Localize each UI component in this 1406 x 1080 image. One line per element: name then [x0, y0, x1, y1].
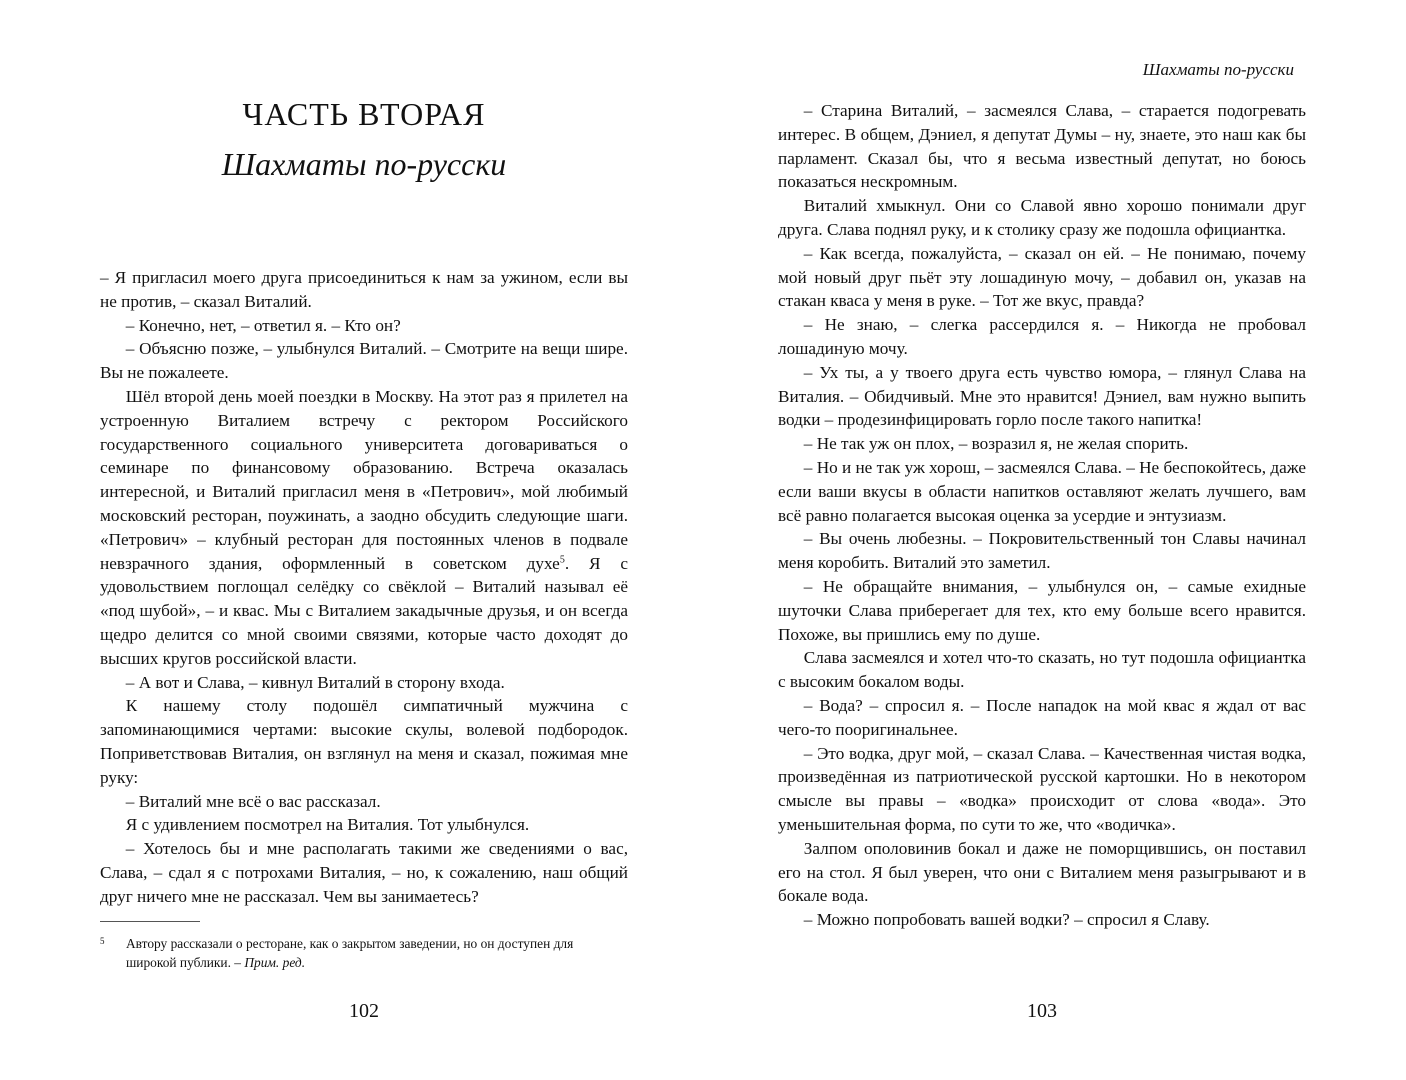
- paragraph: Я с удивлением посмотрел на Виталия. Тот улыбнулся.: [125, 815, 530, 835]
- paragraph-text: Шёл второй день моей поездки в Москву. На этот раз я прилетел на устроенную Виталием встречу с ректором Российского государственного социального университета договариваться о семинаре по финансовому образованию. Встреча оказалась интересной, и Виталий пригласил меня в «Петрович», мой любимый московский ресторан, поужинать, а заодно обсудить следующие шаги. «Петрович» – клубный ресторан для постоянных членов в подвале невзрачного здания, оформленный в советском духе: [100, 386, 628, 573]
- paragraph: К нашему столу подошёл симпатичный мужчина с запоминающимися чертами: высокие скулы, волевой подбородок. Поприветствовав Виталия, он взглянул на меня и сказал, пожимая мне руку:: [100, 696, 628, 787]
- paragraph: – Не знаю, – слегка рассердился я. – Никогда не пробовал лошадиную мочу.: [778, 315, 1306, 358]
- paragraph-with-footnote: [100, 385, 628, 671]
- part-title: ЧАСТЬ ВТОРАЯ: [242, 96, 486, 132]
- paragraph: Залпом ополовинив бокал и даже не поморщившись, он поставил его на стол. Я был уверен, что они с Виталием меня разыгрывают и в бокале вода.: [778, 838, 1306, 906]
- paragraph: – Ух ты, а у твоего друга есть чувство юмора, – глянул Слава на Виталия. – Обидчивый. Мне это нравится! Дэниел, вам нужно выпить водки – продезинфицировать горло после такого напитка!: [778, 362, 1306, 430]
- paragraph: – Не так уж он плох, – возразил я, не желая спорить.: [803, 434, 1189, 454]
- paragraph: – Я пригласил моего друга присоединиться к нам за ужином, если вы не против, – сказал Виталий.: [100, 268, 628, 311]
- paragraph: – Объясню позже, – улыбнулся Виталий. – Смотрите на вещи шире. Вы не пожалеете.: [100, 339, 628, 383]
- page-number-right: 103: [1027, 1000, 1057, 1022]
- part-subtitle: Шахматы по-русски: [221, 146, 507, 182]
- paragraph: – Но и не так уж хорош, – засмеялся Слава. – Не беспокойтесь, даже если ваши вкусы в области напитков оставляют желать лучшего, вам всё равно полагается высокая оценка за усердие и энтузиазм.: [778, 457, 1307, 525]
- paragraph: Виталий хмыкнул. Они со Славой явно хорошо понимали друг друга. Слава поднял руку, и к столику сразу же подошла официантка.: [778, 196, 1306, 239]
- right-body-text: [778, 99, 1306, 932]
- page-number-left: 102: [349, 1000, 379, 1022]
- paragraph: – А вот и Слава, – кивнул Виталий в сторону входа.: [125, 672, 505, 692]
- paragraph-text-continued: . Я с удовольствием поглощал селёдку со свёклой – Виталий называл её «под шубой», – и квас. Мы с Виталием закадычные друзья, и он всегда щедро делится со мной своими связями, которые часто доходят до высших кругов российской власти.: [100, 553, 628, 668]
- paragraph: – Конечно, нет, – ответил я. – Кто он?: [125, 315, 401, 335]
- left-body-text: [100, 266, 628, 909]
- paragraph: – Виталий мне всё о вас рассказал.: [125, 791, 381, 811]
- paragraph: – Вода? – спросил я. – После нападок на мой квас я ждал от вас чего-то пооригинальнее.: [778, 695, 1306, 739]
- paragraph: – Хотелось бы и мне располагать такими же сведениями о вас, Слава, – сдал я с потрохами Виталия, – но, к сожалению, наш общий друг ничего мне не рассказал. Чем вы занимаетесь?: [100, 839, 628, 906]
- paragraph: – Вы очень любезны. – Покровительственный тон Славы начинал меня коробить. Виталий это заметил.: [778, 529, 1306, 573]
- footnote-editor-note: Прим. ред.: [244, 955, 306, 970]
- right-page: [778, 0, 1306, 1080]
- footnote-reference[interactable]: 5: [559, 553, 565, 565]
- paragraph: – Как всегда, пожалуйста, – сказал он ей. – Не понимаю, почему мой новый друг пьёт эту лошадиную мочу, – добавил он, указав на стакан кваса у меня в руке. – Тот же вкус, правда?: [778, 243, 1306, 311]
- footnote-number: 5: [100, 936, 105, 946]
- footnote-text: Автору рассказали о ресторане, как о закрытом заведении, но он доступен для широкой публики. –: [126, 936, 574, 970]
- left-page: [100, 0, 628, 1080]
- footnote-divider: [100, 921, 200, 922]
- paragraph: – Не обращайте внимания, – улыбнулся он, – самые ехидные шуточки Слава приберегает для тех, кто ему больше всего нравится. Похоже, вы пришлись ему по душе.: [778, 576, 1306, 644]
- paragraph: Слава засмеялся и хотел что-то сказать, но тут подошла официантка с высоким бокалом воды.: [778, 648, 1306, 692]
- running-head: Шахматы по-русски: [1142, 60, 1294, 79]
- paragraph: – Можно попробовать вашей водки? – спросил я Славу.: [803, 910, 1210, 930]
- paragraph: – Старина Виталий, – засмеялся Слава, – старается подогревать интерес. В общем, Дэниел, я депутат Думы – ну, знаете, это наш как бы парламент. Сказал бы, что я весьма известный депутат, но боюсь показаться нескромным.: [778, 101, 1306, 192]
- footnote: [100, 934, 600, 972]
- paragraph: – Это водка, друг мой, – сказал Слава. – Качественная чистая водка, произведённая из патриотической русской картошки. Но в некотором смысле вы правы – «водка» происходит от слова «вода». Это уменьшительная форма, по сути то же, что «водичка».: [778, 743, 1306, 834]
- footnote-body: [100, 934, 600, 972]
